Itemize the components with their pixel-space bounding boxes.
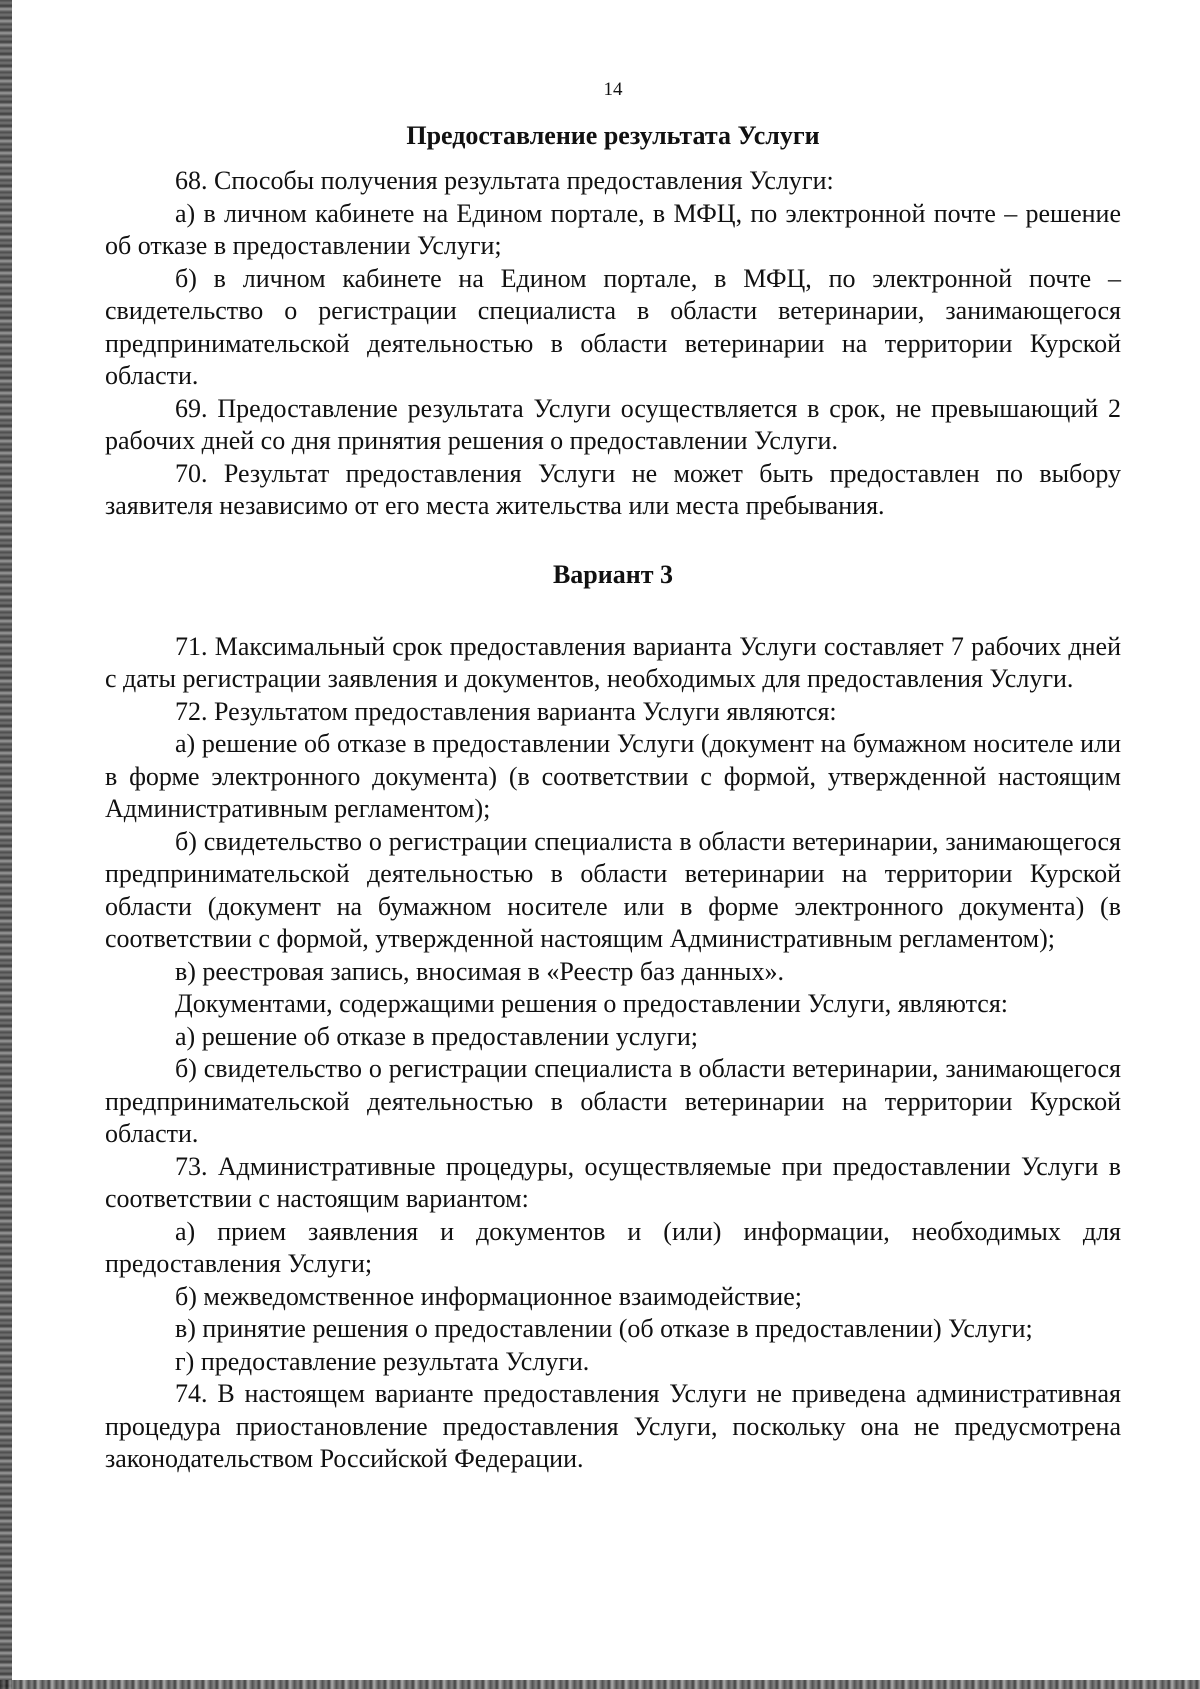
paragraph-documents-a: а) решение об отказе в предоставлении услуги;	[175, 1021, 699, 1051]
scan-edge-bottom	[0, 1680, 1200, 1689]
paragraph-73-v: в) принятие решения о предоставлении (об отказе в предоставлении) Услуги;	[175, 1314, 1033, 1343]
document-body	[105, 78, 1121, 1476]
paragraph-73: 73. Административные процедуры, осуществляемые при предоставлении Услуги в соответствии с настоящим вариантом:	[105, 1151, 1121, 1213]
paragraph-73-g: г) предоставление результата Услуги.	[175, 1346, 590, 1376]
paragraph-68-a: а) в личном кабинете на Едином портале, в МФЦ, по электронной почте – решение об отказе в предоставлении Услуги;	[105, 198, 1121, 260]
paragraph-69: 69. Предоставление результата Услуги осуществляется в срок, не превышающий 2 рабочих дней со дня принятия решения о предоставлении Услуги.	[105, 393, 1121, 455]
paragraph-documents-b: б) свидетельство о регистрации специалиста в области ветеринарии, занимающегося предпринимательской деятельностью в области ветеринарии на территории Курской области.	[105, 1054, 1121, 1148]
paragraph-documents: Документами, содержащими решения о предоставлении Услуги, являются:	[175, 989, 1009, 1018]
page-number: 14	[603, 79, 623, 100]
paragraph-73-a: а) прием заявления и документов и (или) информации, необходимых для предоставления Услуги;	[105, 1216, 1121, 1278]
paragraph-70: 70. Результат предоставления Услуги не может быть предоставлен по выбору заявителя независимо от его места жительства или места пребывания.	[105, 458, 1121, 520]
section-heading-result: Предоставление результата Услуги	[406, 121, 820, 150]
paragraph-68: 68. Способы получения результата предоставления Услуги:	[175, 166, 834, 195]
section-heading-variant-3: Вариант 3	[552, 559, 674, 589]
paragraph-73-b: б) межведомственное информационное взаимодействие;	[175, 1281, 802, 1311]
paragraph-72-b: б) свидетельство о регистрации специалиста в области ветеринарии, занимающегося предпринимательской деятельностью в области ветеринарии на территории Курской области (документ на бумажном носителе или в форме электронного документа) (в соответствии с формой, утвержденной настоящим Административным регламентом);	[105, 826, 1121, 953]
paragraph-68-b: б) в личном кабинете на Едином портале, в МФЦ, по электронной почте – свидетельство о регистрации специалиста в области ветеринарии, занимающегося предпринимательской деятельностью в области ветеринарии на территории Курской области.	[105, 263, 1121, 390]
paragraph-74: 74. В настоящем варианте предоставления Услуги не приведена административная процедура приостановление предоставления Услуги, поскольку она не предусмотрена законодательством Российской Федерации.	[105, 1379, 1121, 1473]
paragraph-72-v: в) реестровая запись, вносимая в «Реестр баз данных».	[175, 956, 785, 986]
paragraph-72-a: а) решение об отказе в предоставлении Услуги (документ на бумажном носителе или в форме электронного документа) (в соответствии с формой, утвержденной настоящим Административным регламентом);	[105, 729, 1121, 823]
scan-edge-left	[0, 0, 12, 1689]
paragraph-72: 72. Результатом предоставления варианта Услуги являются:	[175, 696, 837, 726]
paragraph-71: 71. Максимальный срок предоставления варианта Услуги составляет 7 рабочих дней с даты регистрации заявления и документов, необходимых для предоставления Услуги.	[105, 631, 1121, 693]
